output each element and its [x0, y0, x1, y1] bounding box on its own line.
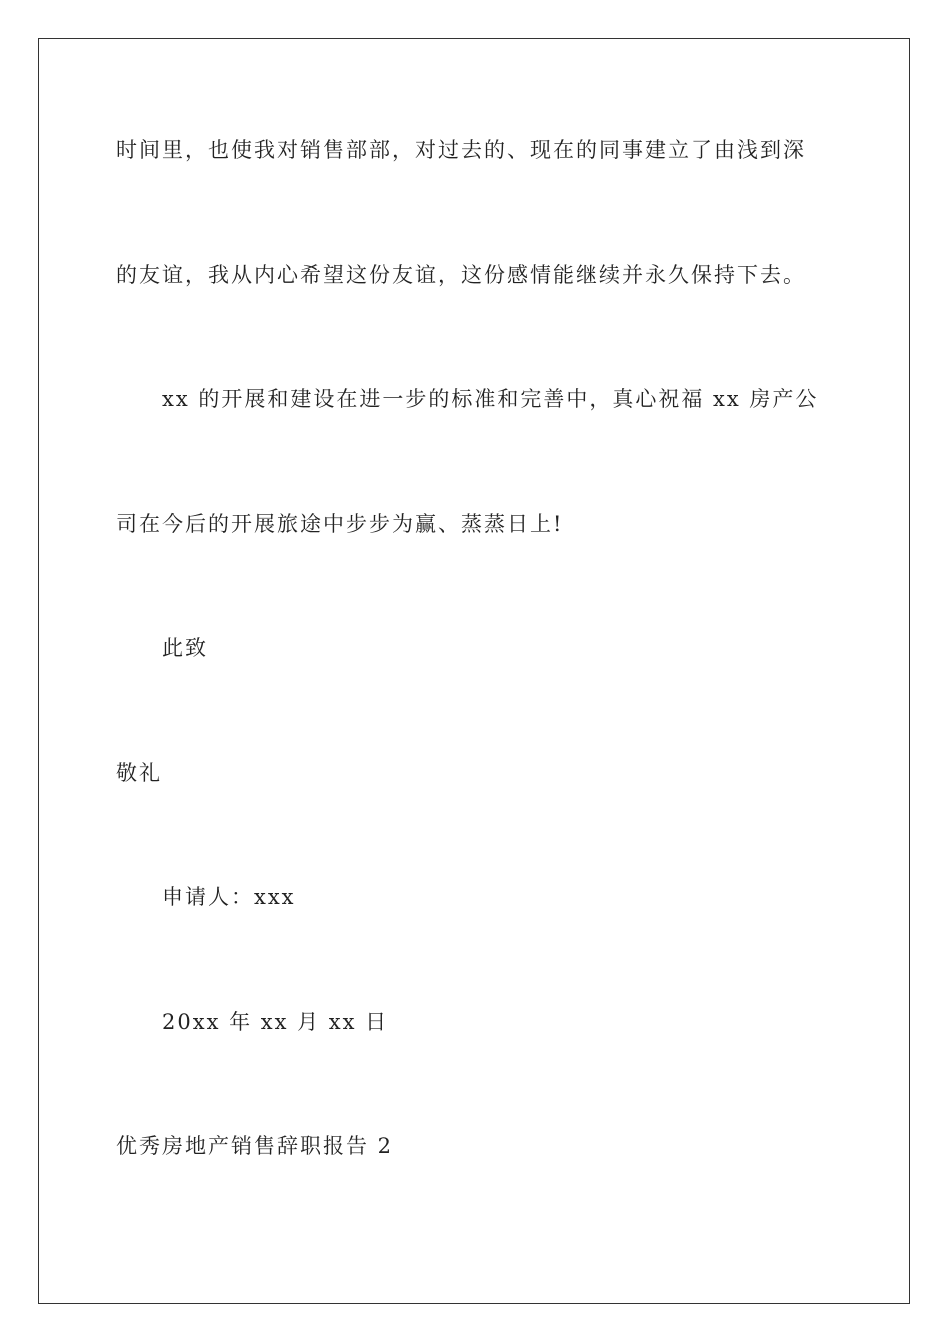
applicant-line: 申请人：xxx [162, 885, 296, 909]
next-report-title: 优秀房地产销售辞职报告 2 [116, 1134, 394, 1158]
paragraph-2-line-2: 司在今后的开展旅途中步步为赢、蒸蒸日上! [116, 512, 564, 536]
closing-text: 此致 [162, 636, 208, 660]
paragraph-1-line-2: 的友谊，我从内心希望这份友谊，这份感情能继续并永久保持下去。 [116, 263, 806, 287]
date-line: 20xx 年 xx 月 xx 日 [162, 1010, 389, 1034]
page-border [38, 38, 910, 1304]
paragraph-1-line-1: 时间里，也使我对销售部部，对过去的、现在的同事建立了由浅到深 [116, 138, 806, 162]
paragraph-2-line-1: xx 的开展和建设在进一步的标准和完善中，真心祝福 xx 房产公 [162, 387, 819, 411]
salutation-text: 敬礼 [116, 761, 162, 785]
